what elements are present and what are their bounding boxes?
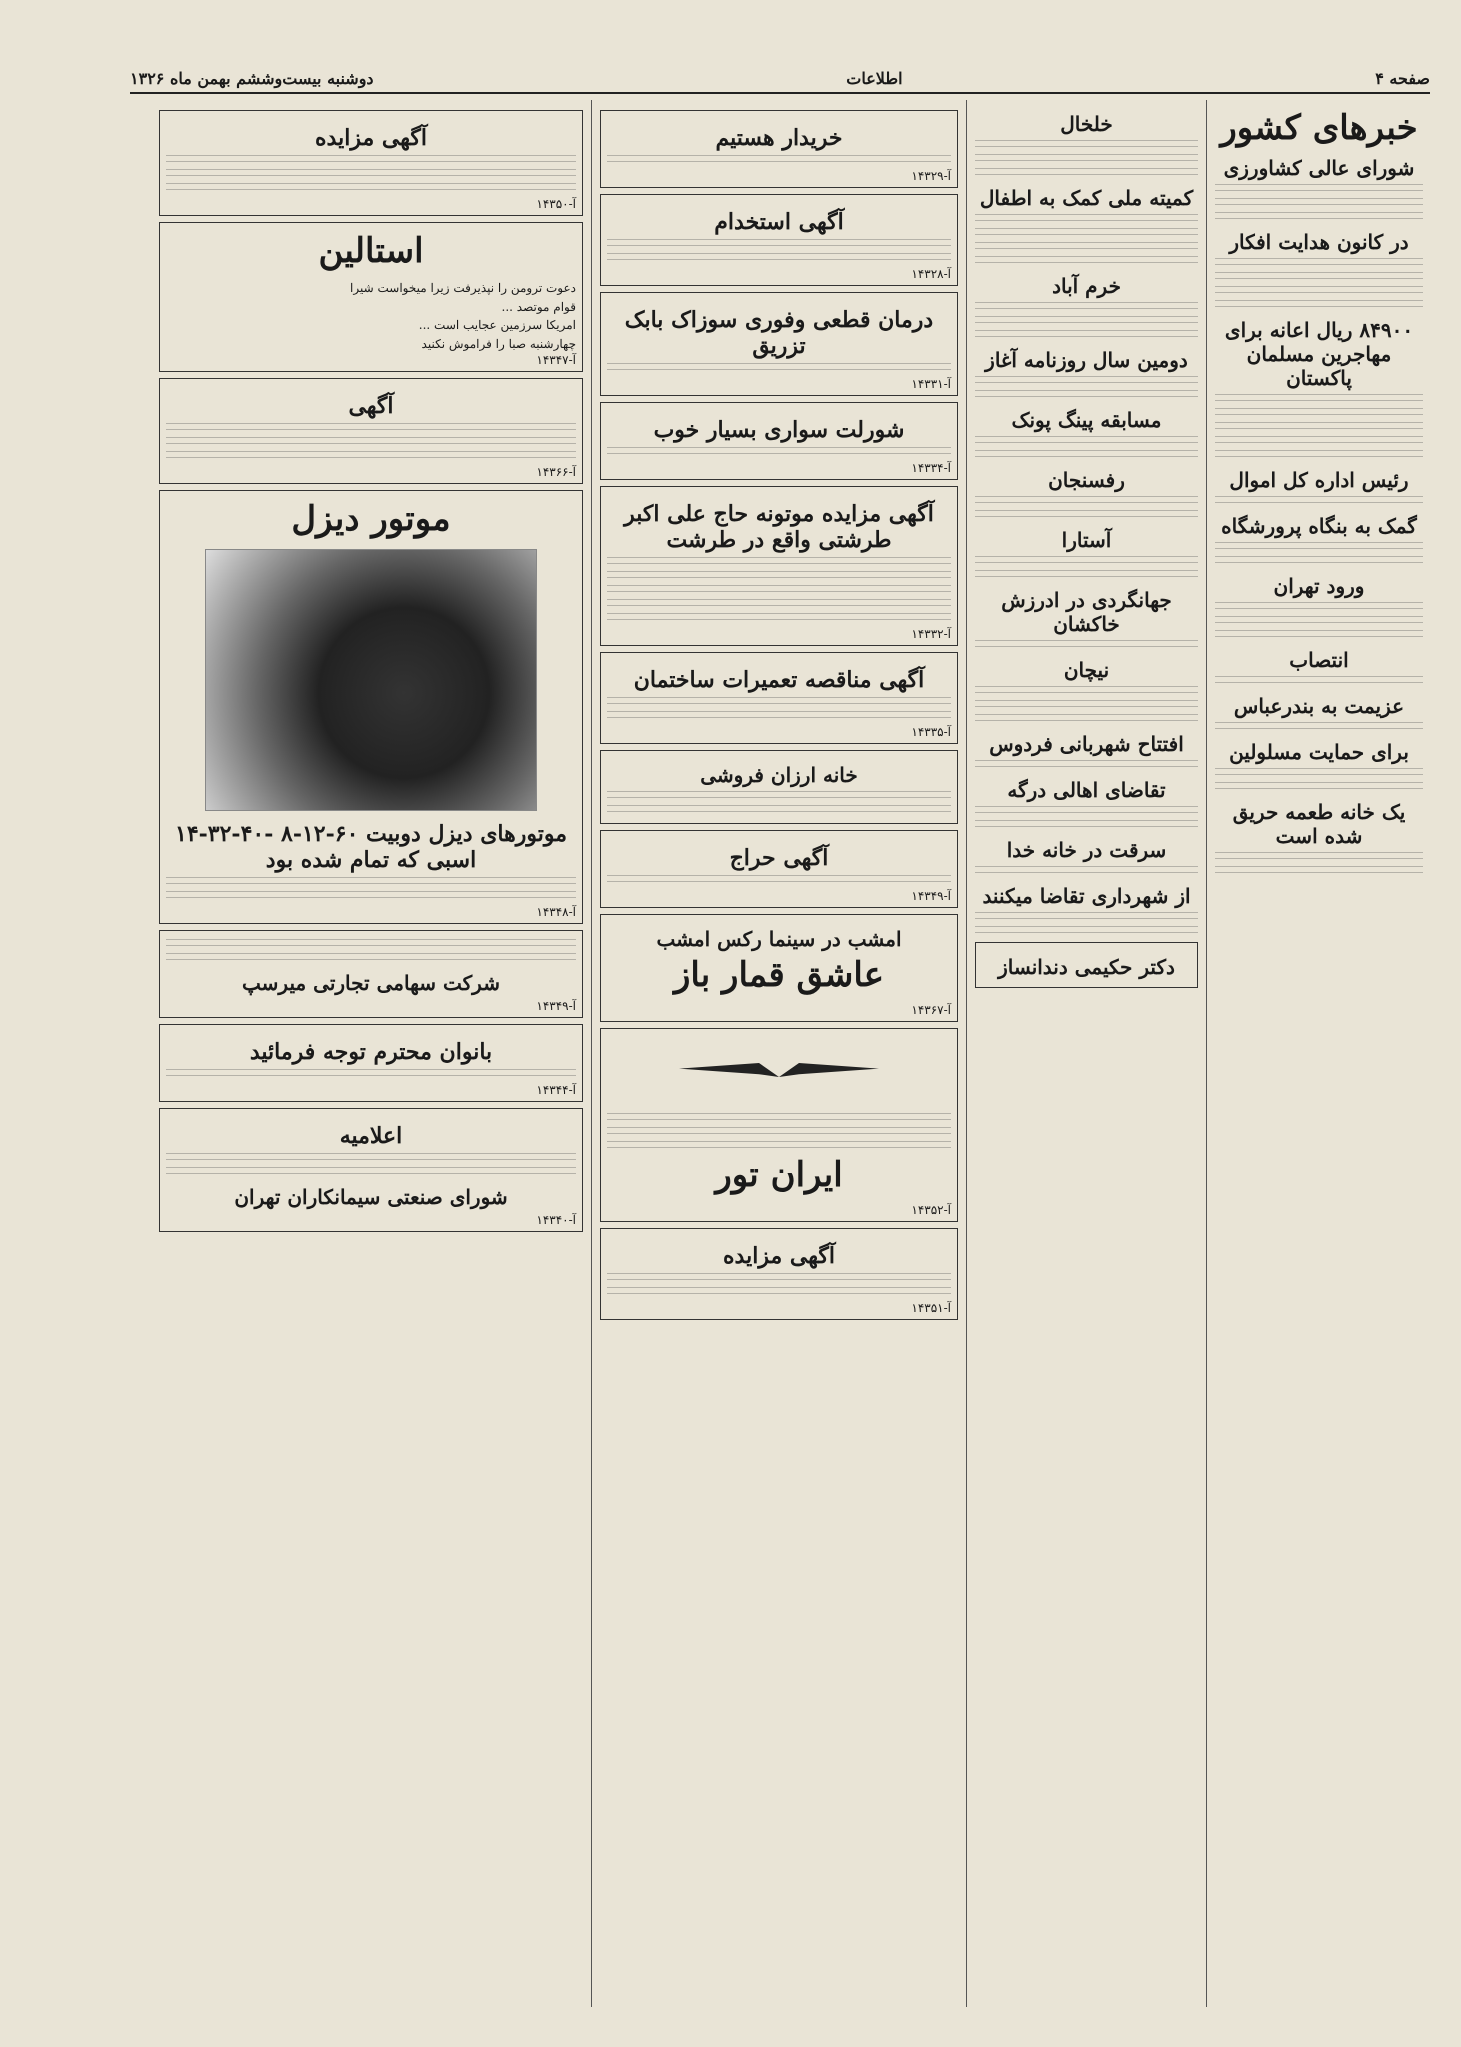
ad-line: دعوت ترومن را نپذیرفت زیرا میخواست شیرا [350, 281, 576, 295]
news-headline: در کانون هدایت افکار [1229, 230, 1409, 254]
ad-code: آ-۱۴۳۴۷ [536, 353, 576, 368]
column-ads-center [591, 100, 966, 2007]
ad-title: شورلت سواری بسیار خوب [653, 417, 905, 443]
news-headline: گمک به بنگاه پرورشگاه [1221, 514, 1417, 538]
section-title: خبرهای کشور [1220, 108, 1418, 148]
ad-title: دکتر حکیمی دندانساز [998, 955, 1175, 979]
ad-code: آ-۱۴۳۴۹ [536, 999, 576, 1014]
ad-title: آگهی مزایده [723, 1243, 835, 1269]
news-headline: کمیته ملی کمک به اطفال [979, 186, 1194, 210]
ad-code: آ-۱۴۳۴۴ [536, 1083, 576, 1098]
news-headline: شورای عالی کشاورزی [1223, 156, 1415, 180]
ad-title: آگهی مناقصه تعمیرات ساختمان [633, 667, 925, 693]
ad-body: موتورهای دیزل دوبیت ۶۰-۱۲-۸ -۴۰-۳۲-۱۴ اسبی که تمام شده بود [175, 821, 567, 874]
news-headline: نیچان [1063, 658, 1110, 682]
ad-title: خریدار هستیم [715, 125, 843, 151]
ad-title: موتور دیزل [291, 499, 451, 540]
ad-title: آگهی استخدام [714, 209, 844, 235]
ad-code: آ-۱۴۳۵۰ [536, 197, 576, 211]
ad-code: آ-۱۴۳۶۷ [911, 1003, 951, 1017]
ad-code: آ-۱۴۳۲۸ [911, 267, 951, 281]
newspaper-title: اطلاعات [846, 68, 903, 88]
news-headline: یک خانه طعمه حریق شده است [1232, 800, 1406, 848]
news-headline: خرم آباد [1052, 274, 1121, 298]
ad-title: آگهی مزایده موتونه حاج علی اکبر طرشتی واقع در طرشت [624, 501, 934, 553]
news-headline: ۸۴۹۰۰ ریال اعانه برای مهاجرین مسلمان پاکستان [1224, 318, 1414, 390]
news-headline: انتصاب [1289, 648, 1349, 672]
ad-title: ایران تور [715, 1155, 843, 1195]
column-news [1206, 100, 1431, 2007]
cinema-header: امشب در سینما رکس امشب [656, 927, 902, 951]
ad-line: امریکا سرزمین عجایب است ... [418, 318, 576, 333]
ad-title: درمان قطعی وفوری سوزاک بابک تزریق [624, 307, 934, 359]
diesel-engine-image [205, 549, 537, 811]
ad-title: آگهی حراج [729, 845, 829, 871]
ad-code: آ-۱۴۳۳۵ [911, 725, 951, 739]
page-header [130, 64, 1430, 94]
news-headline: تقاضای اهالی درگه [1007, 778, 1166, 802]
column-provinces [966, 100, 1206, 2007]
news-headline: دومین سال روزنامه آغاز [985, 348, 1188, 372]
ad-title: آگهی [348, 393, 394, 420]
ad-code: آ-۱۴۳۶۶ [536, 465, 576, 480]
news-headline: رفسنجان [1048, 468, 1125, 492]
news-headline: برای حمایت مسلولین [1229, 740, 1409, 764]
issue-date: دوشنبه بیست‌وششم بهمن ماه ۱۳۲۶ [130, 68, 374, 88]
news-headline: سرقت در خانه خدا [1006, 838, 1167, 862]
iran-tour-logo-icon [679, 1043, 879, 1103]
page-number: صفحه ۴ [1375, 68, 1430, 88]
ad-title: آگهی مزایده [315, 125, 427, 151]
news-headline: آستارا [1061, 528, 1112, 552]
ad-code: آ-۱۴۳۳۲ [911, 627, 951, 641]
news-headline: خلخال [1060, 112, 1113, 136]
ad-title: شرکت سهامی تجارتی میرسپ [242, 971, 500, 996]
ad-code: آ-۱۴۳۲۹ [911, 169, 951, 183]
news-headline: مسابقه پینگ پونک [1011, 408, 1162, 432]
ad-code: آ-۱۴۳۴۸ [536, 905, 576, 920]
ad-line: چهارشنبه صبا را فراموش نکنید [421, 336, 576, 351]
ad-code: آ-۱۴۳۴۰ [536, 1213, 576, 1228]
ad-code: آ-۱۴۳۳۱ [911, 377, 951, 391]
news-headline: ورود تهران [1273, 574, 1365, 598]
ad-title: استالین [318, 231, 424, 271]
ad-line: قوام موتصد ... [501, 299, 576, 314]
ad-title: بانوان محترم توجه فرمائید [249, 1039, 493, 1066]
news-headline: عزیمت به بندرعباس [1233, 694, 1405, 718]
ad-code: آ-۱۴۳۵۱ [911, 1301, 951, 1315]
ad-title: اعلامیه [339, 1123, 403, 1150]
ad-title: خانه ارزان فروشی [700, 763, 858, 787]
ad-code: آ-۱۴۳۵۲ [911, 1203, 951, 1217]
ad-code: آ-۱۴۳۳۴ [911, 461, 951, 475]
ad-signature: شورای صنعتی سیمانکاران تهران [234, 1185, 508, 1210]
column-ads-left [151, 100, 591, 2007]
news-headline: رئیس اداره کل اموال [1229, 468, 1409, 492]
news-headline: افتتاح شهربانی فردوس [989, 732, 1184, 756]
ad-code: آ-۱۴۳۴۹ [911, 889, 951, 903]
film-title: عاشق قمار باز [673, 955, 885, 995]
news-headline: از شهرداری تقاضا میکنند [982, 884, 1191, 908]
news-headline: جهانگردی در ادرزش خاکشان [1001, 588, 1172, 636]
